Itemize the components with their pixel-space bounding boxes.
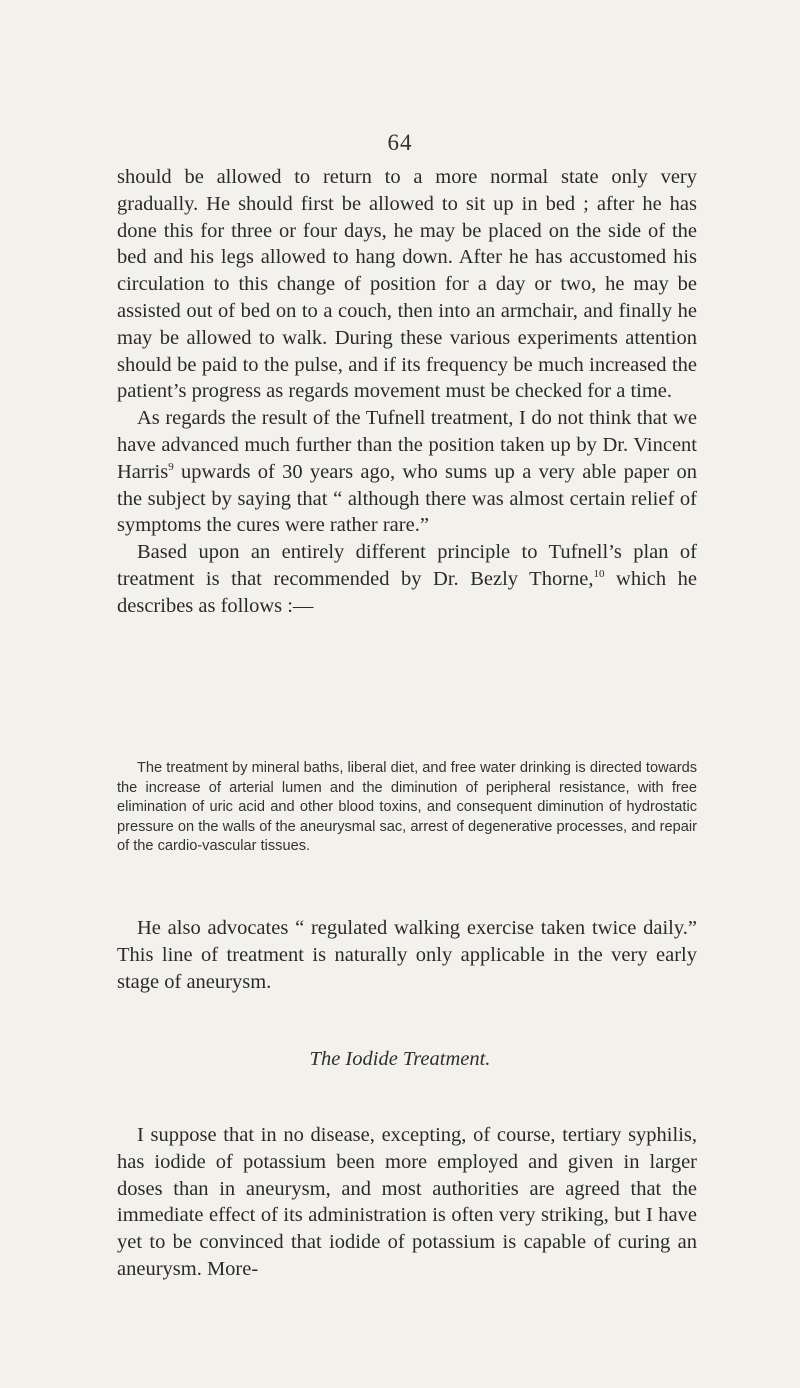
paragraph-thorne-intro: [117, 539, 697, 619]
text-block-bottom: [117, 1122, 697, 1283]
paragraph-text: As regards the result of the Tufnell treatment, I do not think that we have advanced much further than the position taken up by Dr. Vincent Harris: [117, 407, 697, 483]
section-heading: The Iodide Treatment.: [309, 1048, 491, 1070]
paragraph-text: upwards of 30 years ago, who sums up a very able paper on the subject by saying that “ although there was almost certain relief of symptoms the cures were rather rare.”: [117, 460, 697, 537]
paragraph-walking-exercise: He also advocates “ regulated walking exercise taken twice daily.” This line of treatment is naturally only applicable in the very early stage of aneurysm.: [117, 917, 697, 993]
paragraph-text: which he describes as follows :—: [117, 567, 697, 617]
text-block-middle: [117, 915, 697, 995]
paragraph-text: Based upon an entirely different principle to Tufnell’s plan of treatment is that recommended by Dr. Bezly Thorne,: [117, 541, 697, 590]
footnote-ref: 9: [168, 460, 174, 473]
block-quote: [117, 759, 697, 857]
paragraph-continuation: should be allowed to return to a more normal state only very gradually. He should first be allowed to sit up in bed ; after he has done this for three or four days, he may be placed on the side of the bed and his legs allowed to hang down. After he has accustomed his circulation to this change of position for a day or two, he may be assisted out of bed on to a couch, then into an armchair, and finally he may be allowed to walk. During these various experiments attention should be paid to the pulse, and if its frequency be much increased the patient’s progress as regards movement must be checked for a time.: [117, 166, 697, 403]
paragraph-tufnell-result: [117, 405, 697, 539]
quote-text: The treatment by mineral baths, liberal diet, and free water drinking is directed towards the increase of arterial lumen and the diminution of peripheral resistance, with free elimination of uric acid and other blood toxins, and consequent diminution of hydrostatic pressure on the walls of the aneurysmal sac, arrest of degenerative processes, and repair of the cardio-vascular tissues.: [117, 760, 697, 855]
text-block-top: [117, 164, 697, 620]
paragraph-iodide: I suppose that in no disease, excepting, of course, tertiary syphilis, has iodide of potassium been more employed and given in larger doses than in aneurysm, and most authorities are agreed that the immediate effect of its administration is often very striking, but I have yet to be convinced that iodide of potassium is capable of curing an aneurysm. More-: [117, 1124, 697, 1280]
footnote-ref: 10: [593, 568, 605, 581]
page-number: 64: [387, 130, 413, 155]
